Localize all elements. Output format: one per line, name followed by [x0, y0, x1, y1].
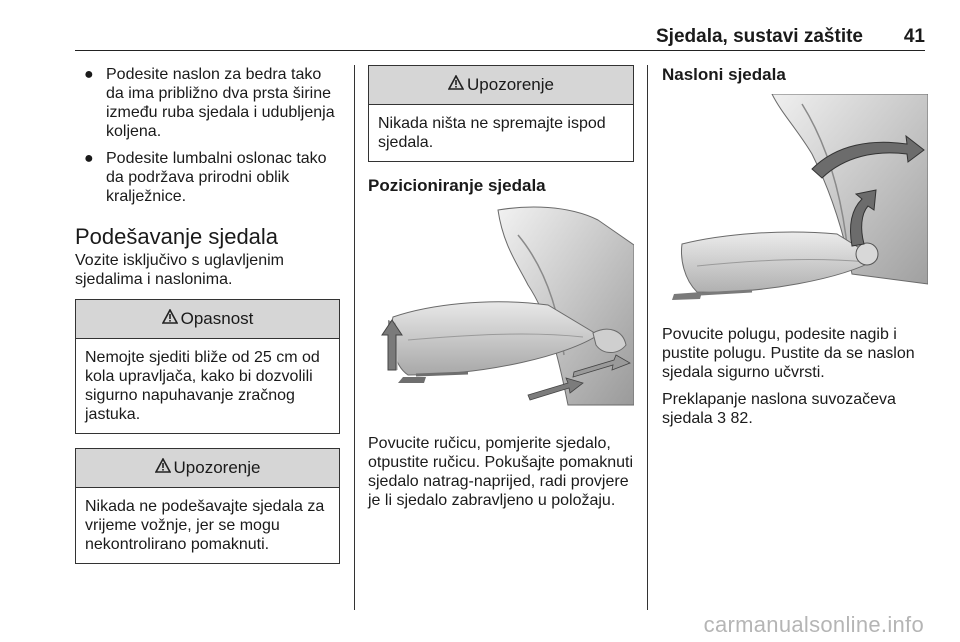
warning-box-header — [369, 66, 633, 105]
page-reference-icon: 3 — [717, 410, 727, 427]
section-title: Podešavanje sjedala — [75, 224, 279, 249]
section-intro: Vozite isključivo s uglavljenim sjedalima i naslonima. — [75, 252, 284, 288]
bullet-icon: ● — [84, 66, 94, 83]
danger-box-text: Nemojte sjediti bliže od 25 cm od kola upravljača, kako bi dozvolili sigurno napuhavanje zračnog jastuka. — [85, 349, 320, 423]
figure-caption: Povucite polugu, podesite nagib i pustite polugu. Pustite da se naslon sjedala sigurno učvrsti. — [662, 326, 915, 381]
column-right — [662, 65, 928, 436]
bullet-icon: ● — [84, 150, 94, 167]
cross-reference-text: Preklapanje naslona suvozačeva sjedala — [662, 391, 896, 427]
list-item-text: Podesite lumbalni oslonac tako da podržava prirodni oblik kralježnice. — [106, 150, 327, 205]
warning-box-title: Upozorenje — [173, 458, 261, 477]
warning-triangle-icon — [155, 449, 171, 487]
column-divider — [354, 65, 355, 610]
warning-box — [368, 65, 634, 162]
warning-box-text: Nikada ne podešavajte sjedala za vrijeme vožnje, jer se mogu nekontrolirano pomaknuti. — [85, 498, 325, 553]
cross-reference-page[interactable]: 82. — [730, 410, 753, 427]
column-divider — [647, 65, 648, 610]
subsection-title: Nasloni sjedala — [662, 65, 786, 84]
cross-reference — [662, 390, 928, 428]
watermark: carmanualsonline.info — [703, 612, 924, 637]
page-title: Sjedala, sustavi zaštite — [656, 26, 863, 47]
list-item — [75, 149, 340, 206]
page-header — [75, 26, 925, 51]
list-item-text: Podesite naslon za bedra tako da ima približno dva prsta širine između ruba sjedala i udubljenja koljena. — [106, 66, 335, 140]
warning-triangle-icon — [448, 66, 464, 104]
warning-box-title: Upozorenje — [467, 75, 554, 94]
seat-backrest-illustration — [662, 94, 928, 311]
figure-caption: Povucite ručicu, pomjerite sjedalo, otpustite ručicu. Pokušajte pomaknuti sjedalo natrag-naprijed, radi provjere je li sjedalo zabravljeno u položaju. — [368, 435, 634, 509]
warning-box — [75, 448, 340, 564]
warning-box-header — [76, 449, 339, 488]
page-number: 41 — [903, 26, 925, 47]
danger-box — [75, 299, 340, 434]
subsection-title: Pozicioniranje sjedala — [368, 176, 546, 195]
warning-triangle-icon — [162, 300, 178, 338]
seat-position-illustration — [368, 205, 634, 420]
column-left — [75, 65, 340, 578]
warning-box-text: Nikada ništa ne spremajte ispod sjedala. — [378, 115, 606, 151]
bullet-list — [75, 65, 340, 206]
danger-box-header — [76, 300, 339, 339]
list-item — [75, 65, 340, 141]
danger-box-title: Opasnost — [180, 309, 254, 328]
column-middle — [368, 65, 634, 518]
